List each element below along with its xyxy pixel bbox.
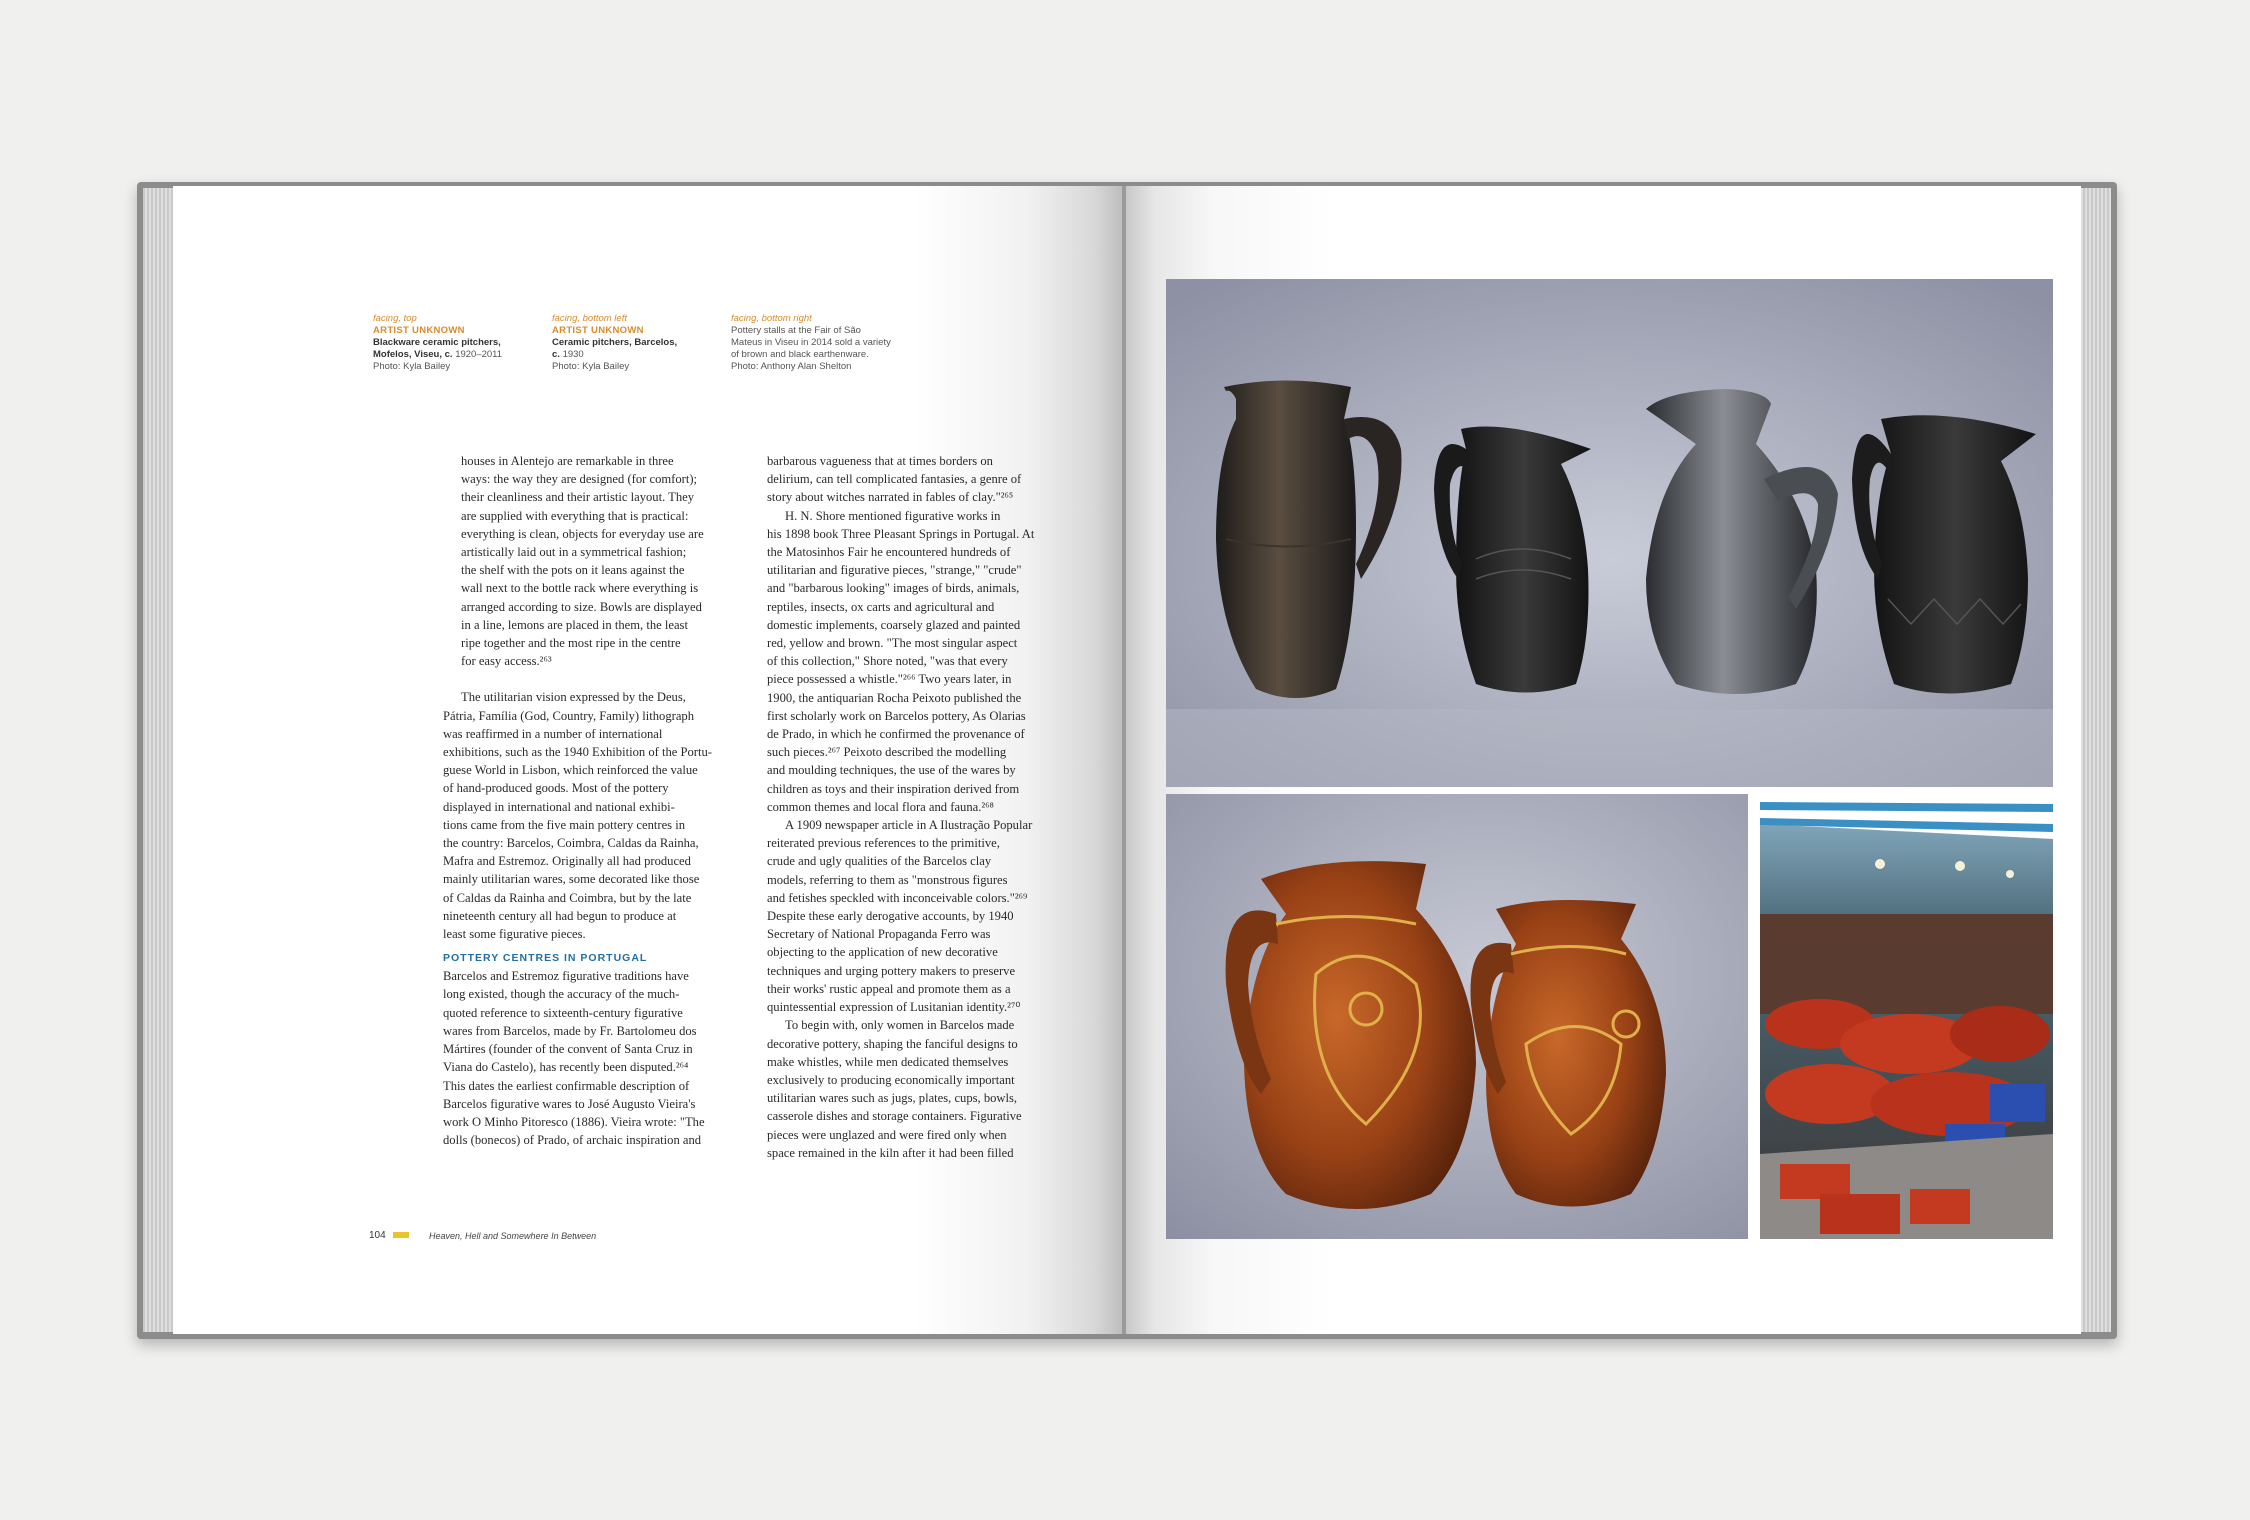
- caption-artist: ARTIST UNKNOWN: [552, 325, 644, 336]
- text-line: Mártires (founder of the convent of Santa Cruz in: [443, 1042, 693, 1057]
- text-line: everything is clean, objects for everyday use are: [461, 526, 704, 541]
- text-column-left: [443, 452, 743, 1149]
- text-line: work O Minho Pitoresco (1886). Vieira wrote: "The: [443, 1114, 705, 1129]
- text-line: delirium, can tell complicated fantasies, a genre of: [767, 472, 1022, 487]
- caption-position: facing, bottom right: [731, 313, 812, 324]
- text-line: H. N. Shore mentioned figurative works in: [785, 508, 1001, 523]
- text-line: Mafra and Estremoz. Originally all had produced: [443, 854, 691, 869]
- text-line: children as toys and their inspiration derived from: [767, 781, 1020, 796]
- text-line: and "barbarous looking" images of birds, animals,: [767, 581, 1020, 596]
- text-line: exclusively to producing economically important: [767, 1072, 1015, 1087]
- text-line: was reaffirmed in a number of international: [443, 726, 663, 741]
- text-line: de Prado, in which he confirmed the provenance of: [767, 727, 1025, 742]
- text-line: casserole dishes and storage containers. Figurative: [767, 1109, 1022, 1124]
- text-line: of this collection," Shore noted, "was that every: [767, 654, 1008, 669]
- caption-title: Ceramic pitchers, Barcelos,: [552, 337, 678, 348]
- text-line: artistically laid out in a symmetrical fashion;: [461, 545, 687, 560]
- text-line: houses in Alentejo are remarkable in three: [461, 454, 674, 468]
- text-line: make whistles, while men dedicated themselves: [767, 1054, 1009, 1069]
- text-line: the country: Barcelos, Coimbra, Caldas da Rainha,: [443, 836, 699, 851]
- text-line: of Caldas da Rainha and Coimbra, but by the late: [443, 890, 692, 905]
- text-line: space remained in the kiln after it had been filled: [767, 1145, 1014, 1160]
- text-line: guese World in Lisbon, which reinforced the value: [443, 763, 698, 778]
- page-edges-right: [2081, 188, 2111, 1332]
- text-line: Secretary of National Propaganda Ferro was: [767, 927, 991, 942]
- text-line: utilitarian and figurative pieces, "strange," "crude": [767, 563, 1022, 578]
- text-line: the Matosinhos Fair he encountered hundreds of: [767, 545, 1011, 560]
- text-line: for easy access.²⁶³: [461, 654, 552, 669]
- text-line: their works' rustic appeal and promote them as a: [767, 981, 1011, 996]
- text-line: exhibitions, such as the 1940 Exhibition of the Portu-: [443, 745, 712, 760]
- photo-pottery-stalls-fair: [1760, 794, 2053, 1239]
- text-line: wall next to the bottle rack where everything is: [461, 581, 699, 596]
- caption-facing-bottom-right: [731, 313, 896, 373]
- text-line: reptiles, insects, ox carts and agricultural and: [767, 599, 995, 614]
- text-line: crude and ugly qualities of the Barcelos clay: [767, 854, 992, 869]
- text-line: ways: the way they are designed (for comfort);: [461, 472, 698, 487]
- text-line: To begin with, only women in Barcelos made: [785, 1018, 1015, 1033]
- caption-photo-credit: Photo: Kyla Bailey: [552, 361, 630, 372]
- text-line: dolls (bonecos) of Prado, of archaic inspiration and: [443, 1133, 702, 1148]
- text-line: Barcelos figurative wares to José Augusto Vieira's: [443, 1096, 696, 1111]
- text-line: quintessential expression of Lusitanian identity.²⁷⁰: [767, 1000, 1021, 1015]
- text-line: are supplied with everything that is practical:: [461, 508, 689, 523]
- text-line: A 1909 newspaper article in A Ilustração Popular: [785, 818, 1033, 833]
- text-line: Barcelos and Estremoz figurative traditions have: [443, 969, 689, 984]
- caption-photo-credit: Photo: Anthony Alan Shelton: [731, 361, 852, 372]
- right-page: [1126, 186, 2081, 1334]
- caption-position: facing, bottom left: [552, 313, 627, 324]
- text-line: displayed in international and national exhibi-: [443, 799, 675, 814]
- caption-title: Blackware ceramic pitchers,: [373, 337, 501, 348]
- open-book: [137, 182, 2117, 1339]
- text-line: decorative pottery, shaping the fanciful designs to: [767, 1036, 1018, 1051]
- text-line: domestic implements, coarsely glazed and painted: [767, 617, 1021, 632]
- text-line: and moulding techniques, the use of the wares by: [767, 763, 1016, 778]
- page-number: 104: [369, 1230, 386, 1241]
- paragraph: [443, 688, 743, 943]
- text-line: and fetishes speckled with inconceivable colors."²⁶⁹: [767, 890, 1028, 905]
- text-line: such pieces.²⁶⁷ Peixoto described the modelling: [767, 745, 1007, 760]
- text-line: common themes and local flora and fauna.²⁶⁸: [767, 799, 994, 814]
- text-line: nineteenth century all had begun to produce at: [443, 908, 677, 923]
- text-line: objecting to the application of new decorative: [767, 945, 998, 960]
- text-line: least some figurative pieces.: [443, 927, 586, 942]
- text-line: barbarous vagueness that at times borders on: [767, 454, 993, 468]
- text-line: The utilitarian vision expressed by the Deus,: [461, 690, 686, 705]
- text-line: their cleanliness and their artistic layout. They: [461, 490, 695, 505]
- left-page: [173, 186, 1123, 1334]
- text-line: arranged according to size. Bowls are displayed: [461, 599, 702, 614]
- section-subhead: POTTERY CENTRES IN PORTUGAL: [443, 952, 648, 965]
- caption-photo-credit: Photo: Kyla Bailey: [373, 361, 451, 372]
- photo-ceramic-pitchers-barcelos: [1166, 794, 1748, 1239]
- text-line: story about witches narrated in fables of clay."²⁶⁵: [767, 490, 1014, 505]
- text-line: red, yellow and brown. "The most singular aspect: [767, 636, 1018, 651]
- text-line: Despite these early derogative accounts, by 1940: [767, 909, 1014, 924]
- paragraph: [767, 816, 1067, 1016]
- text-line: utilitarian wares such as jugs, plates, cups, bowls,: [767, 1091, 1018, 1106]
- text-line: wares from Barcelos, made by Fr. Bartolomeu dos: [443, 1023, 697, 1038]
- running-title: Heaven, Hell and Somewhere In Between: [429, 1231, 597, 1241]
- block-quote: [443, 452, 743, 670]
- text-line: reiterated previous references to the primitive,: [767, 836, 1000, 851]
- text-line: ripe together and the most ripe in the centre: [461, 636, 681, 651]
- text-line: piece possessed a whistle."²⁶⁶ Two years later, in: [767, 672, 1012, 687]
- text-line: mainly utilitarian wares, some decorated like those: [443, 872, 700, 887]
- text-line: long existed, though the accuracy of the much-: [443, 987, 680, 1002]
- caption-text: Mateus in Viseu in 2014 sold a variety: [731, 337, 891, 348]
- text-line: first scholarly work on Barcelos pottery, As Olarias: [767, 708, 1026, 723]
- text-line: pieces were unglazed and were fired only when: [767, 1127, 1007, 1142]
- text-line: This dates the earliest confirmable description of: [443, 1078, 690, 1093]
- text-line: 1900, the antiquarian Rocha Peixoto published the: [767, 690, 1022, 705]
- paragraph: [443, 967, 743, 1149]
- text-column-right: [767, 452, 1067, 1162]
- text-line: Pátria, Família (God, Country, Family) lithograph: [443, 708, 695, 723]
- text-line: models, referring to them as "monstrous figures: [767, 872, 1008, 887]
- folio-marker: [393, 1232, 409, 1238]
- text-line: of hand-produced goods. Most of the pottery: [443, 781, 669, 796]
- text-line: the shelf with the pots on it leans against the: [461, 563, 685, 578]
- text-line: techniques and urging pottery makers to preserve: [767, 963, 1016, 978]
- paragraph: [767, 507, 1067, 816]
- caption-title-date: c. 1930: [552, 349, 584, 360]
- text-line: quoted reference to sixteenth-century figurative: [443, 1005, 683, 1020]
- caption-position: facing, top: [373, 313, 417, 324]
- caption-facing-top: [373, 313, 538, 373]
- text-line: tions came from the five main pottery centres in: [443, 817, 685, 832]
- caption-text: Pottery stalls at the Fair of São: [731, 325, 861, 336]
- paragraph: [767, 452, 1067, 507]
- caption-text: of brown and black earthenware.: [731, 349, 869, 360]
- paragraph: [767, 1016, 1067, 1162]
- photo-blackware-pitchers: [1166, 279, 2053, 787]
- text-line: Viana do Castelo), has recently been disputed.²⁶⁴: [443, 1060, 689, 1075]
- text-line: in a line, lemons are placed in them, the least: [461, 617, 688, 632]
- caption-artist: ARTIST UNKNOWN: [373, 325, 465, 336]
- text-line: his 1898 book Three Pleasant Springs in Portugal. At: [767, 526, 1035, 541]
- page-edges-left: [143, 188, 173, 1332]
- caption-facing-bottom-left: [552, 313, 717, 373]
- caption-title-date: Mofelos, Viseu, c. 1920–2011: [373, 349, 503, 360]
